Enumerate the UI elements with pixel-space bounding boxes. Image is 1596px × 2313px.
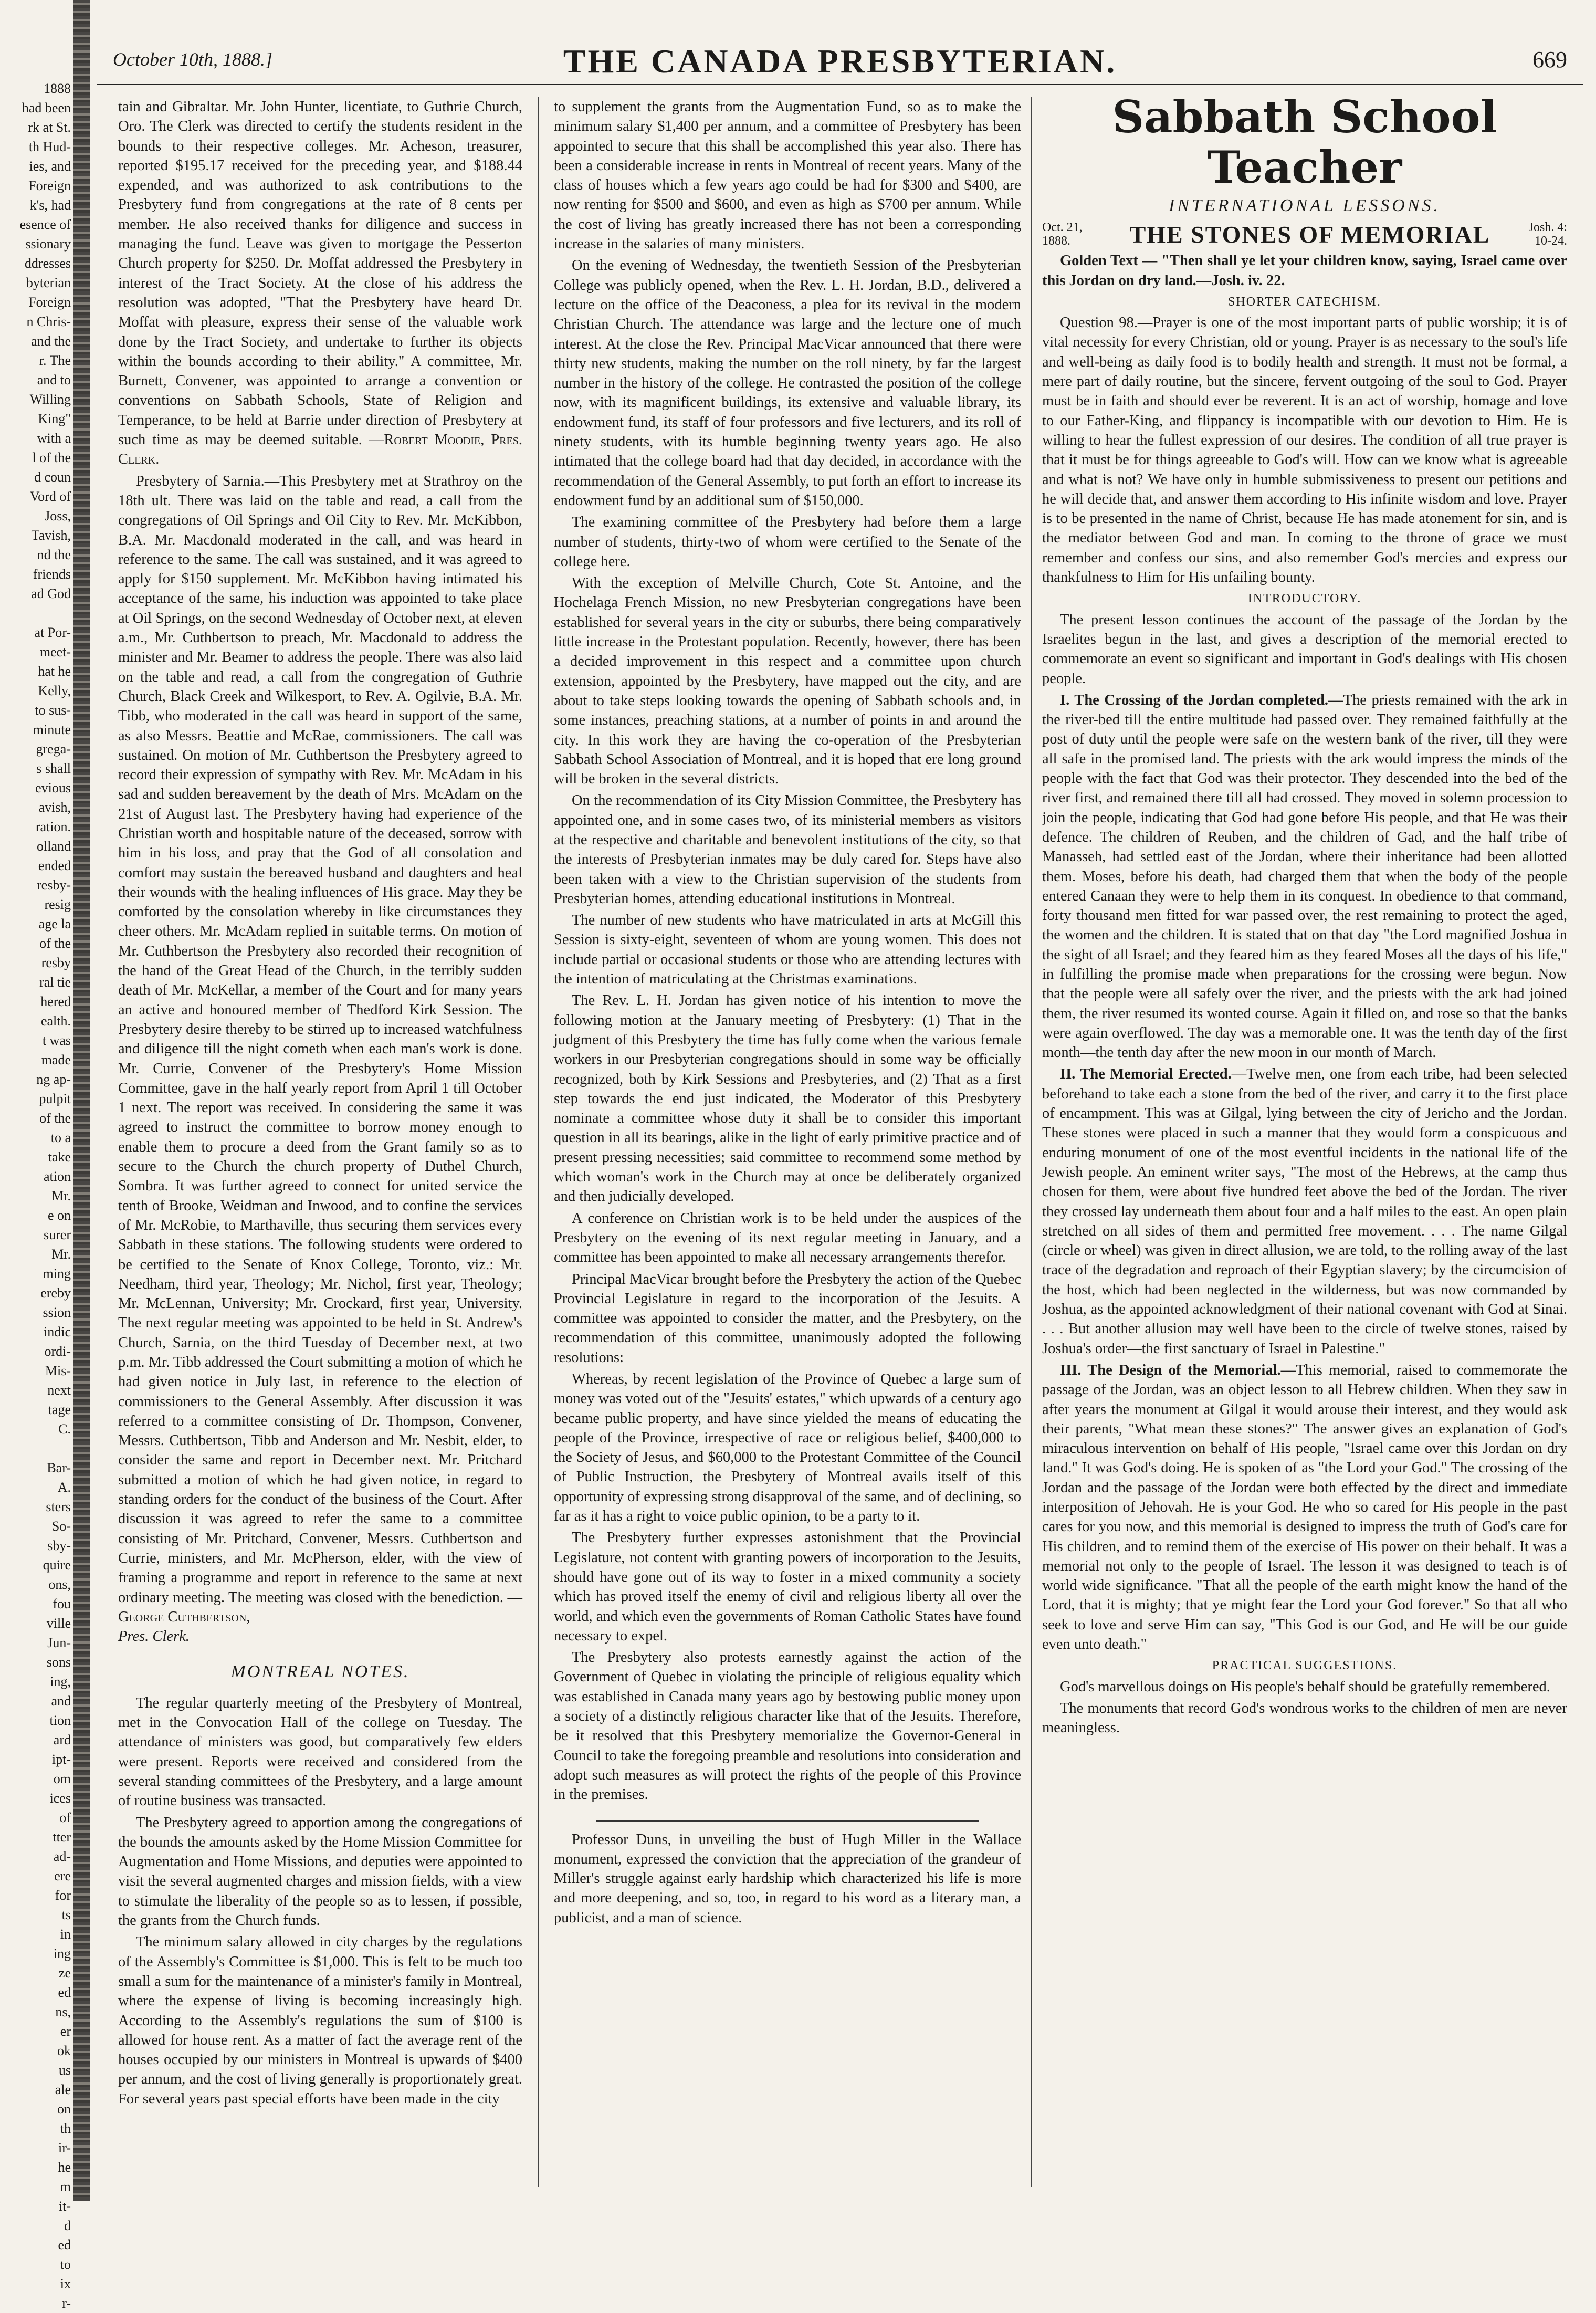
gutter-fragment <box>0 1439 71 1458</box>
gutter-fragment: ddresses <box>24 256 71 271</box>
article-text: On the evening of Wednesday, the twentieth Session of the Presbyterian College was publicly opened, when the Rev. L. H. Jordan, B.D., delivered a lecture on the office of the Deaconess, a plea for its revival in the modern Christian Church. The attendance was large and the lecture one of much interest. At the close the Rev. Principal MacVicar announced that there were thirty new students, making the number on the roll ninety, by far the largest number in the history of the college. He contrasted the position of the college now, with its magnificent buildings, its extensive and valuable library, its endowment fund, its staff of four professors and five lecturers, and its roll of ninety students, with its humble beginning twenty years ago. He also intimated that the college board had that day decided, in accordance with the recommendation of the General Assembly, to put forth an effort to increase its endowment fund by an additional sum of $150,000. <box>554 257 1021 509</box>
gutter-fragment: Mr. <box>51 1188 71 1203</box>
gutter-fragment: ns, <box>55 2004 71 2019</box>
lesson-point-heading: III. The Design of the Memorial. <box>1060 1362 1281 1378</box>
gutter-fragment: A. <box>57 1480 71 1495</box>
gutter-fragment: ssionary <box>25 236 71 252</box>
gutter-fragment: and <box>51 1693 71 1709</box>
article-text: The number of new students who have matriculated in arts at McGill this Session is sixty-eight, seventeen of whom are young women. This does not include partial or occasional students or those who are attending lectures with the intention of matriculating at the Christmas examinations. <box>554 912 1021 988</box>
gutter-fragment <box>0 603 71 623</box>
gutter-fragment: l of the <box>32 450 71 465</box>
article-text: On the recommendation of its City Mission Committee, the Presbytery has appointed one, and in some cases two, of its ministerial members as visitors at the respective and charitable and benevolent institutions of the city, so that the interests of Presbyterian inmates may be duly cared for. Steps have also been taken with a view to the Christian supervision of the students from Presbyterian homes, attending educational institutions in Montreal. <box>554 792 1021 907</box>
gutter-fragment: friends <box>33 567 71 582</box>
gutter-fragment: sons <box>46 1655 71 1670</box>
gutter-fragment: Kelly, <box>38 683 71 698</box>
gutter-fragment: ed <box>58 2237 71 2253</box>
gutter-fragment: Joss, <box>45 508 71 524</box>
gutter-fragment: byterian <box>26 275 71 290</box>
gutter-fragment: sters <box>46 1499 71 1514</box>
article-text: Presbytery of Sarnia.—This Presbytery met at Strathroy on the 18th ult. There was laid on the table and read, a call from the congregations of Oil Springs and Oil City to Rev. Mr. McKibbon, B.A. Mr. Macdonald moderated in the call, and was heard in reference to the same. The call was sustained, and it was agreed to apply for $150 supplement. Mr. McKibbon having intimated his acceptance of the same, his induction was appointed to take place at Oil Springs, on the second Wednesday of October next, at eleven a.m., Mr. Cuthbertson to preach, Mr. Macdonald to address the minister and Mr. Beamer to address the people. There was also laid on the table and read, a call from the congregation of Guthrie Church, Black Creek and Wilkesport, to Rev. A. Ogilvie, B.A. Mr. Tibb, who moderated in the call was heard in support of the same, as also Messrs. Beattie and McRae, commissioners. The call was sustained. On motion of Mr. Cuthbertson the Presbytery agreed to record their expression of sympathy with Rev. Mr. McAdam in his sad and sudden bereavement by the death of Mrs. McAdam on the 21st of August last. The Presbytery having had experience of the Christian worth and hospitable nature of the deceased, sorrow with him in his loss, and pray that the God of all consolation and comfort may sustain the bereaved husband and daughters and heal their wounds with the healing influences of His grace. May they be comforted by the consolation whereby in like circumstances they cheer others. Mr. McAdam replied in suitable terms. On motion of Mr. Cuthbertson the Presbytery also recorded their recognition of the hand of the Great Head of the Church, in the terribly sudden death of Mr. McKellar, a member of the Court and for many years an active and honoured member of Thedford Kirk Session. The Presbytery desire thereby to be stirred up to increased watchfulness and diligence till the night cometh when each man's work is done. Mr. Currie, Convener of the Presbytery's Home Mission Committee, gave in the half yearly report from April 1 till October 1 next. The report was received. In considering the same it was agreed to instruct the committee to borrow money enough to enable them to procure a deed from the Grant family so as to secure to the Church the church property of Duthel Church, Sombra. It was further agreed to connect for united service the tenth of Brooke, Weidman and Inwood, and to confine the services of Mr. McRobie, to Marthaville, thus securing them services every Sabbath in these stations. The following students were ordered to be certified to the Senate of Knox College, Toronto, viz.: Mr. Needham, third year, Theology; Mr. Nichol, first year, Theology; Mr. McLennan, University; Mr. Crockard, first year, University. The next regular meeting was appointed to be held in St. Andrew's Church, Sarnia, on the third Tuesday of December next, at two p.m. Mr. Tibb addressed the Court submitting a motion of which he had given notice in July last, in reference to the election of commissioners to the General Assembly. After discussion it was referred to a committee consisting of Dr. Thompson, Convener, Messrs. Cuthbertson, Tibb and Anderson and Mr. Nesbit, elder, to consider the same and report in December next. Mr. Pritchard submitted a motion of which he had given notice, in regard to standing orders for the conduct of the business of the Court. After discussion it was agreed to refer the same to a committee consisting of Mr. Pritchard, Convener, Messrs. Cuthbertson and Currie, ministers, and Mr. McPherson, elder, with the view of framing a programme and report in reference to the same at next ordinary meeting. The meeting was closed with the benediction. —George Cuthbertson, Pres. Clerk. <box>118 473 522 1645</box>
article-text: The minimum salary allowed in city charges by the regulations of the Assembly's Committee is $1,000. This is felt to be much too small a sum for the maintenance of a minister's family in Montreal, where the expense of living is becoming increasingly high. According to the Assembly's regulations the sum of $100 is allowed for house rent. As a matter of fact the average rent of the houses occupied by our ministers in Montreal is upwards of $400 per annum, and the cost of living generally is proportionately great. For several years past special efforts have been made in the city <box>118 1934 522 2107</box>
article-text: The regular quarterly meeting of the Presbytery of Montreal, met in the Convocation Hall of the college on Tuesday. The attendance of ministers was good, but comparatively few elders were present. Reports were received and considered from the several standing committees of the Presbytery, and a large amount of routine business was transacted. <box>118 1694 522 1809</box>
gutter-fragment: to sus- <box>35 703 71 718</box>
binding-edge <box>74 0 90 2201</box>
article-text: Principal MacVicar brought before the Presbytery the action of the Quebec Provincial Legislature in regard to the incorporation of the Jesuits. A committee was appointed to consider the matter, and the Presbytery, on the recommendation of this committee, unanimously adopted the following resolutions: <box>554 1271 1021 1366</box>
gutter-fragment: er <box>60 2024 71 2039</box>
gutter-fragment: at Por- <box>34 625 71 640</box>
gutter-fragment: ices <box>49 1791 71 1806</box>
column-2 <box>554 97 1021 2187</box>
gutter-fragment: next <box>47 1383 71 1398</box>
signature: —Robert Moodie, Pres. Clerk. <box>118 432 522 468</box>
gutter-fragment: ation <box>44 1169 71 1184</box>
gutter-fragment: ad God <box>31 586 71 601</box>
gutter-fragment: ts <box>61 1907 71 1922</box>
article-text: The Presbytery agreed to apportion among the congregations of the bounds the amounts asked by the Home Mission Committee for Augmentation and Home Missions, and deputies were appointed to visit the several augmented charges and mission fields, with a view to stimulate the liberality of the people so as to lessen, if possible, the grants from the Church funds. <box>118 1814 522 1929</box>
gutter-fragment: he <box>58 2160 71 2175</box>
gutter-fragment: Foreign <box>28 178 71 193</box>
column-divider-2 <box>1031 97 1032 2187</box>
gutter-fragment: resby- <box>37 877 71 893</box>
section-rule <box>596 1820 979 1822</box>
gutter-fragment: and the <box>31 333 71 349</box>
gutter-fragment: ons, <box>48 1577 71 1592</box>
lesson-date: Oct. 21, 1888. <box>1042 221 1083 248</box>
gutter-fragment: Foreign <box>28 295 71 310</box>
signature-title: Pres. Clerk. <box>118 1628 190 1645</box>
gutter-fragment: esence of <box>19 217 71 232</box>
article-text: Whereas, by recent legislation of the Province of Quebec a large sum of money was voted out of the "Jesuits' estates," which upwards of a century ago became public property, and have since yielded the means of educating the people of the Province, irrespective of race or religious belief, $400,000 to the Society of Jesus, and $60,000 to the Protestant Committee of the Council of Public Instruction, the Presbytery of Montreal avails itself of this opportunity of expressing strong disapproval of the same, and of declining, so far as it has a right to voice public opinion, to be a party to it. <box>554 1371 1021 1525</box>
gutter-fragment: tage <box>48 1402 71 1417</box>
article-text: III. The Design of the Memorial.—This memorial, raised to commemorate the passage of the Jordan, was an object lesson to all Hebrew children. When they saw in after years the monument at Gilgal it would arouse their interest, and they would ask their parents, "What mean these stones?" The answer gives an explanation of God's miraculous intervention on behalf of His people, "Israel came over this Jordan on dry land." It was God's doing. He is spoken of as "the Lord your God." The crossing of the Jordan and the passage of the Jordan were both effected by the direct and immediate interposition of Jehovah. He is your God. He who so cared for His people in the past cares for you now, and this memorial is designed to impress the truth of God's care for His children, and to remind them of the exercise of His power on their behalf. It was a memorial not only to the people of Israel. The lesson it was designed to teach is of world wide significance. "That all the people of the earth might know the hand of the Lord, that it is mighty; that ye might fear the Lord your God forever." So that all who seek to love and serve Him can say, "This God is our God, and He will be our guide even unto death." <box>1042 1362 1567 1653</box>
gutter-fragment: ming <box>43 1266 71 1281</box>
article-text: Professor Duns, in unveiling the bust of Hugh Miller in the Wallace monument, expressed the conviction that the appreciation of the grandeur of Miller's struggle against early hardship which characterized his life is more and more deepening, and so, too, in regard to his word as a literary man, a publicist, and a man of science. <box>554 1831 1021 1926</box>
masthead-subtitle: INTERNATIONAL LESSONS. <box>1168 196 1441 215</box>
gutter-fragment: tion <box>49 1713 71 1728</box>
gutter-fragment: sby- <box>47 1538 71 1553</box>
gutter-fragment: e on <box>47 1208 71 1223</box>
article-text: God's marvellous doings on His people's behalf should be gratefully remembered. <box>1060 1678 1550 1695</box>
gutter-fragment: th Hud- <box>28 139 71 154</box>
subheading-catechism: SHORTER CATECHISM. <box>1228 295 1381 309</box>
article-text: tain and Gibraltar. Mr. John Hunter, licentiate, to Guthrie Church, Oro. The Clerk was directed to certify the students resident in the bounds to their respective colleges. Mr. Acheson, treasurer, reported $195.17 received for the preceding year, and $188.44 expended, and was authorized to ask contributions to the Presbytery fund from congregations at the rate of 8 cents per member. He also received thanks for diligence and success in managing the fund. Leave was given to mortgage the Pesserton Church property for $250. Dr. Moffat addressed the Presbytery in interest of the Tract Society. At the close of his address the resolution was adopted, "That the Presbytery have heard Dr. Moffat with pleasure, express their sense of the valuable work done by the Tract Society, and undertake to further its objects within the bounds according to their ability." A committee, Mr. Burnett, Convener, was appointed to arrange a convention or conventions on Sabbath Schools, State of Religion and Temperance, to be held at Barrie under direction of Presbytery at such time as may be deemed suitable. —Robert Moodie, Pres. Clerk. <box>118 99 522 468</box>
gutter-fragment: take <box>48 1149 71 1165</box>
gutter-fragment: d <box>64 2218 71 2233</box>
gutter-fragment: grega- <box>36 741 71 757</box>
gutter-fragment: ies, and <box>29 159 71 174</box>
header-rule <box>97 84 1583 86</box>
gutter-fragment: r. The <box>39 353 71 368</box>
gutter-fragment: C. <box>58 1421 71 1437</box>
gutter-fragment: resig <box>44 897 71 912</box>
article-text: With the exception of Melville Church, Cote St. Antoine, and the Hochelaga French Mission, no new Presbyterian congregations have been established for several years in the city or suburbs, there being comparatively little increase in the Protestant population. Recently, however, there has been a decided improvement in this respect and a committee upon church extension, appointed by the Presbytery, have mapped out the city, and are about to take steps looking towards the opening of Sabbath schools and, in some instances, preaching stations, at a number of points in and around the city. In this work they are having the co-operation of the Presbyterian Sabbath School Association of Montreal, and it is hoped that ere long ground will be broken in the several districts. <box>554 575 1021 788</box>
gutter-fragment: ended <box>38 858 71 873</box>
gutter-fragment: ale <box>55 2082 71 2097</box>
lesson-point-heading: I. The Crossing of the Jordan completed. <box>1060 692 1329 708</box>
gutter-fragment: nd the <box>37 547 71 562</box>
gutter-fragment: of <box>59 1810 71 1825</box>
gutter-fragment: Bar- <box>47 1460 71 1475</box>
subheading-introductory: INTRODUCTORY. <box>1247 592 1362 606</box>
gutter-fragment: ed <box>58 1985 71 2000</box>
gutter-fragment: n Chris- <box>26 314 71 329</box>
gutter-fragment: Vord of <box>29 489 71 504</box>
gutter-fragment: r- <box>62 2296 71 2311</box>
gutter-fragment: Willing <box>29 392 71 407</box>
gutter-fragment: evious <box>35 780 71 796</box>
gutter-fragment: om <box>53 1771 71 1786</box>
gutter-fragment: to <box>60 2257 71 2272</box>
gutter-fragment: ereby <box>40 1285 71 1301</box>
gutter-fragment: ville <box>46 1616 71 1631</box>
lesson-heading <box>1042 221 1567 248</box>
section-title: MONTREAL NOTES. <box>230 1662 410 1682</box>
gutter-fragment: surer <box>44 1227 71 1242</box>
gutter-fragment: ing <box>53 1946 71 1961</box>
article-text: I. The Crossing of the Jordan completed.—The priests remained with the ark in the river-bed till the entire multitude had passed over. They remained faithfully at the post of duty until the people were safe on the western bank of the river, till they were all safe in the promised land. The priests with the ark would impress the minds of the people with the fact that God was their protector. They descended into the bed of the river first, and remained there till all had crossed. They moved in solemn procession to join the people, indicating that God had gone before His people, and that He was their defence. The children of Reuben, and the children of Gad, and the half tribe of Manasseh, had settled east of the Jordan, where their inheritance had been allotted them. Moses, before his death, had charged them that when the body of the people entered Canaan they were to help them in its conquest. In obedience to that command, forty thousand men fitted for war passed over, the rest remaining to protect the aged, the women and the children. It is stated that on that day "the Lord magnified Joshua in the sight of all Israel; and they feared him as they feared Moses all the days of his life," in fulfilling the promise made when preparations for the crossing were begun. Now that the people were all safely over the river, and the priests with the ark had joined them, the river resumed its wonted course. Again it filled on, and rose so that the banks were again overflowed. The day was a memorable one. It was the tenth day of the first month—the tenth day after the new moon in our month of March. <box>1042 692 1567 1061</box>
left-gutter-fragments <box>0 0 87 2311</box>
page-header <box>97 37 1583 79</box>
gutter-fragment: in <box>60 1927 71 1942</box>
gutter-fragment: ealth. <box>40 1013 71 1029</box>
gutter-fragment: Tavish, <box>31 528 71 543</box>
gutter-fragment: ing, <box>50 1674 71 1689</box>
gutter-fragment: ral tie <box>39 975 71 990</box>
header-title: THE CANADA PRESBYTERIAN. <box>563 43 1117 80</box>
subheading-practical: PRACTICAL SUGGESTIONS. <box>1212 1659 1398 1673</box>
gutter-fragment: resby <box>41 955 71 970</box>
gutter-fragment: pulpit <box>39 1091 71 1106</box>
column-3 <box>1042 91 1567 2187</box>
gutter-fragment: quire <box>43 1557 71 1573</box>
article-text: The monuments that record God's wondrous works to the children of men are never meaningless. <box>1042 1700 1567 1736</box>
gutter-fragment: Mis- <box>45 1363 71 1378</box>
article-text: The Presbytery also protests earnestly against the action of the Government of Quebec in violating the principle of religious equality which was established in Canada many years ago by bestowing public money upon a society of a distinctly religious character like that of the Jesuits. Therefore, be it resolved that this Presbytery memorialize the Governor-General in Council to take the foregoing preamble and resolutions into consideration and adopt such measures as will protect the rights of the people of this Province in the premises. <box>554 1649 1021 1803</box>
gutter-text <box>0 79 71 2313</box>
gutter-fragment: ze <box>58 1965 71 1981</box>
gutter-fragment: ir- <box>58 2140 71 2155</box>
gutter-fragment: ok <box>57 2043 71 2058</box>
gutter-fragment: of the <box>39 936 71 951</box>
header-date: October 10th, 1888.] <box>113 49 272 70</box>
gutter-fragment: d coun <box>34 469 71 485</box>
gutter-fragment: ard <box>53 1732 71 1747</box>
gutter-fragment: k's, had <box>29 197 71 213</box>
gutter-fragment: ssion <box>43 1305 71 1320</box>
gutter-fragment: s shall <box>36 761 71 776</box>
gutter-fragment: th <box>60 2121 71 2136</box>
gutter-fragment: 1888 <box>44 81 71 96</box>
lesson-reference: Josh. 4: 10-24. <box>1528 221 1567 248</box>
gutter-fragment: to a <box>50 1130 71 1145</box>
article-text: The present lesson continues the account of the passage of the Jordan by the Israelites begun in the last, and gives a description of the memorial erected to commemorate an event so significant and important in God's dealings with His chosen people. <box>1042 611 1567 687</box>
gutter-fragment: of the <box>39 1111 71 1126</box>
gutter-fragment: for <box>55 1888 71 1903</box>
gutter-fragment: made <box>41 1052 71 1067</box>
gutter-fragment: ix <box>60 2276 71 2291</box>
article-text: The Rev. L. H. Jordan has given notice of his intention to move the following motion at the January meeting of Presbytery: (1) That in the judgment of this Presbytery the time has fully come when the various female workers in our Presbyterian congregations should in some way be officially recognized, both by Kirk Sessions and Presbyteries, and (2) That as a first step towards the end just indicated, the Moderator of this Presbytery nominate a committee whose duty it shall be to consider this important question in all its bearings, alike in the light of early primitive practice and of present pressing necessities; said committee to recommend some method by which woman's work in the Church may at once be deliberately organized and then judicially developed. <box>554 992 1021 1205</box>
gutter-fragment: ad- <box>53 1849 71 1864</box>
gutter-fragment: it- <box>58 2199 71 2214</box>
gutter-fragment: ration. <box>35 819 71 834</box>
lesson-title: THE STONES OF MEMORIAL <box>1129 221 1490 248</box>
gutter-fragment: with a <box>37 431 71 446</box>
gutter-fragment: Jun- <box>47 1635 71 1650</box>
gutter-fragment: m <box>60 2179 71 2194</box>
gutter-fragment: Mr. <box>51 1247 71 1262</box>
article-text: The Presbytery further expresses astonishment that the Provincial Legislature, not content with granting powers of incorporation to the Jesuits, should have gone out of its way to foster in a mixed community a society which has proved itself the enemy of civil and religious liberty all over the world, and which even the governments of Roman Catholic States have found necessary to expel. <box>554 1530 1021 1644</box>
gutter-fragment: hat he <box>38 664 71 679</box>
gutter-fragment: had been <box>22 100 71 116</box>
gutter-fragment: fou <box>52 1596 71 1611</box>
article-text: to supplement the grants from the Augmentation Fund, so as to make the minimum salary $1,400 per annum, and a committee of Presbytery has been appointed to secure that this shall be accomplished this year also. There has been a considerable increase in rents in Montreal of recent years. Many of the class of houses which a few years ago could be had for $300 and $400, are now renting for $500 and $600, and even as high as $700 per annum. While the cost of living has greatly increased there has not been a corresponding increase in the salaries of many ministers. <box>554 99 1021 253</box>
gutter-fragment: ng ap- <box>36 1072 71 1087</box>
gutter-fragment: ordi- <box>44 1344 71 1359</box>
gutter-fragment: meet- <box>39 644 71 660</box>
gutter-fragment: hered <box>40 994 71 1009</box>
header-page-number: 669 <box>1532 47 1567 72</box>
gutter-fragment: ere <box>54 1868 71 1883</box>
article-text: The examining committee of the Presbytery had before them a large number of students, thirty-two of whom were certified to the Senate of the college here. <box>554 514 1021 570</box>
gutter-fragment: ipt- <box>51 1752 71 1767</box>
gutter-fragment: and to <box>37 372 71 388</box>
column-divider-1 <box>538 97 539 2187</box>
gutter-fragment: tter <box>52 1829 71 1845</box>
article-text: A conference on Christian work is to be held under the auspices of the Presbytery on the evening of its next regular meeting in January, and a committee has been appointed to make all necessary arrangements therefor. <box>554 1210 1021 1266</box>
gutter-fragment: rk at St. <box>28 120 71 135</box>
gutter-fragment: age la <box>38 916 71 932</box>
gutter-fragment: indic <box>44 1324 71 1339</box>
gutter-fragment: So- <box>51 1519 71 1534</box>
lesson-point-heading: II. The Memorial Erected. <box>1060 1066 1232 1083</box>
masthead-sabbath-school-teacher: Sabbath School Teacher <box>1112 91 1497 193</box>
column-1 <box>118 97 522 2187</box>
gutter-fragment: t was <box>42 1033 71 1048</box>
gutter-fragment: avish, <box>38 800 71 815</box>
article-text: II. The Memorial Erected.—Twelve men, one from each tribe, had been selected beforehand to take each a stone from the bed of the river, and carry it to the first place of encampment. This was at Gilgal, lying between the city of Jericho and the Jordan. These stones were placed in such a manner that they would form a conspicuous and enduring monument of one of the most eventful incidents in the national life of the Jewish people. An eminent writer says, "The most of the Hebrews, at the camp thus chosen for them, were about five hundred feet above the bed of the Jordan. The river they crossed lay underneath them about four and a half miles to the east. An open plain stretched on all sides of them and permitted free movement. . . . The name Gilgal (circle or wheel) was given in direct allusion, we are told, to the rolling away of the last trace of the degradation and reproach of their Egyptian slavery; by the circumcision of the host, which had been neglected in the wilderness, but was now commanded by Joshua, as the appointed acknowledgment of their national covenant with God at Sinai. . . . But another allusion may well have been to the circle of twelve stones, raised by Joshua's order—the first sanctuary of Israel in Palestine." <box>1042 1066 1567 1357</box>
gutter-fragment: on <box>57 2101 71 2117</box>
signature: —George Cuthbertson, <box>118 1589 522 1625</box>
golden-text: Golden Text — "Then shall ye let your children know, saying, Israel came over this Jordan on dry land.—Josh. iv. 22. <box>1042 253 1567 289</box>
gutter-fragment: us <box>58 2063 71 2078</box>
gutter-fragment: King" <box>38 411 71 426</box>
gutter-fragment: minute <box>33 722 71 737</box>
gutter-fragment: olland <box>37 839 71 854</box>
article-text: Question 98.—Prayer is one of the most important parts of public worship; it is of vital necessity for every Christian, old or young. Prayer is as necessary to the soul's life and well-being as daily food is to bodily health and strength. It must not be formal, a mere part of daily routine, but the sincere, fervent outgoing of the soul to God. Prayer must be in faith and should ever be reverent. It is an act of worship, homage and love to our Father-King, and flippancy is incompatible with our devotion to Him. He is willing to hear the fullest expression of our desires. The condition of all true prayer is that it must be for things agreeable to God's will. How can we know what is agreeable and what is not? We have only in humble submissiveness to present our petitions and he will decide that, and answer them according to His infinite wisdom and love. Prayer is to be presented in the name of Christ, because He has made atonement for sin, and is the mediator between God and man. In coming to the throne of grace we must remember and confess our sins, and also remember God's mercies and express our thankfulness to Him for His unfailing bounty. <box>1042 315 1567 586</box>
